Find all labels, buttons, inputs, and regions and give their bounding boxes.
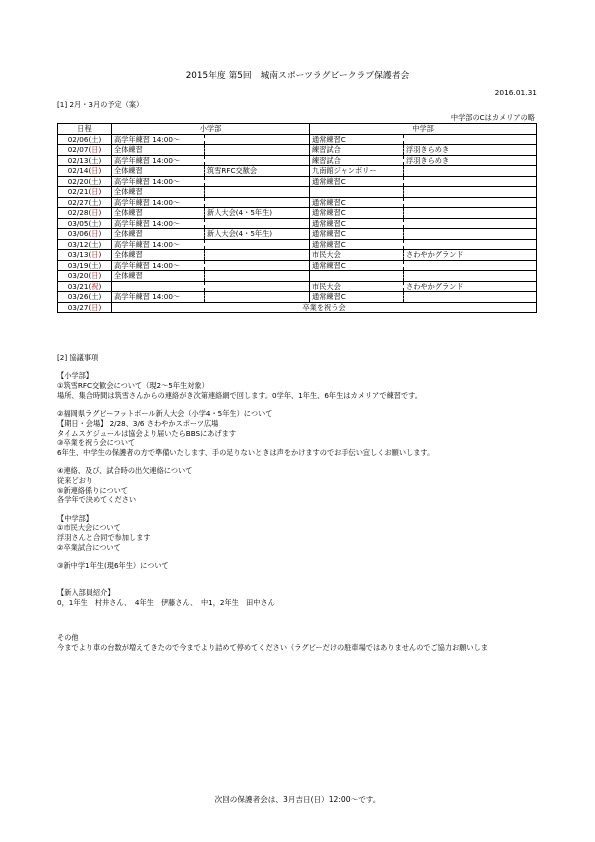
date-cell: 03/26(土) <box>58 292 112 303</box>
weekday-text: 日 <box>91 145 99 154</box>
date-text: 03/12 <box>67 239 89 249</box>
date-cell: 03/27(日) <box>58 302 112 313</box>
blank-line <box>57 553 557 562</box>
date-text: 02/07 <box>67 145 89 154</box>
blank-line <box>57 616 557 625</box>
weekday-text: 日 <box>91 166 99 175</box>
blank-line <box>57 608 557 617</box>
date-cell: 02/27(土) <box>58 197 112 208</box>
weekday-text: 土 <box>91 218 99 228</box>
schedule-header-row <box>58 124 537 135</box>
weekday-text: 日 <box>91 302 99 312</box>
table-row <box>58 166 537 177</box>
event-cell-span: 卒業を祝う会 <box>112 302 537 313</box>
date-cell: 03/21(祝) <box>58 281 112 292</box>
date-cell: 02/20(土) <box>58 176 112 187</box>
junior-cell: 市民大会 <box>310 250 404 261</box>
elementary-event-cell <box>205 155 310 166</box>
junior-cell: 通常練習C <box>310 176 404 187</box>
table-row <box>58 271 537 282</box>
text-line: ①筑雪RFC交歓会について（現2～5年生対象） <box>57 381 209 391</box>
date-cell: 03/06(日) <box>58 229 112 240</box>
weekday-text: 土 <box>91 197 99 207</box>
header-junior: 中学部 <box>310 124 537 135</box>
date-text: 03/05 <box>67 218 89 228</box>
elementary-cell: 全体練習 <box>112 250 205 261</box>
weekday-text: 土 <box>91 239 99 249</box>
junior-cell: 通常練習C <box>310 197 404 208</box>
junior-cell: 通常練習C <box>310 208 404 219</box>
elementary-cell: 高学年練習 14:00～ <box>112 134 205 145</box>
junior-venue-cell <box>404 176 537 187</box>
text-line: ①市民大会について <box>57 523 121 533</box>
junior-venue-cell <box>404 260 537 271</box>
text-line: [2] 協議事項 <box>57 353 99 362</box>
weekday-text: 土 <box>91 260 99 270</box>
junior-cell: 九南館ジャンボリー <box>310 166 404 177</box>
document-date: 2016.01.31 <box>494 88 537 97</box>
elementary-cell: 高学年練習 14:00～ <box>112 155 205 166</box>
blank-line <box>57 505 557 514</box>
text-line: ③卒業を祝う会について <box>57 438 136 448</box>
text-line: タイムスケジュールは協会より届いたらBBSにあげます <box>57 428 237 438</box>
weekday-text: 日 <box>91 271 99 280</box>
elementary-cell: 全体練習 <box>112 208 205 219</box>
date-text: 03/19 <box>67 260 89 270</box>
date-cell: 02/13(土) <box>58 155 112 166</box>
table-row <box>58 155 537 166</box>
elementary-cell: 高学年練習 14:00～ <box>112 176 205 187</box>
elementary-cell: 高学年練習 14:00～ <box>112 239 205 250</box>
text-line: ②福岡県ラグビーフットボール新人大会（小学4・5年生）について <box>57 409 273 419</box>
elementary-event-cell <box>205 197 310 208</box>
table-row <box>58 229 537 240</box>
date-text: 02/20 <box>67 176 89 186</box>
elementary-event-cell <box>205 134 310 145</box>
weekday-text: 日 <box>91 187 99 196</box>
date-text: 03/06 <box>67 229 89 238</box>
text-line: ⑤新連絡係りについて <box>57 485 128 495</box>
text-line: 今までより車の台数が増えてきたので今までより詰めて停めてください（ラグビーだけの駐車場ではありませんのでご協力お願いしま <box>57 643 488 653</box>
junior-venue-cell <box>404 187 537 198</box>
elementary-event-cell <box>205 145 310 156</box>
text-line: ②卒業試合について <box>57 542 121 552</box>
text-line: 【新入部員紹介】 <box>57 588 115 598</box>
junior-venue-cell <box>404 229 537 240</box>
junior-venue-cell: さわやかグランド <box>404 281 537 292</box>
elementary-event-cell: 筑雪RFC交歓会 <box>205 166 310 177</box>
blank-line <box>57 625 557 634</box>
junior-venue-cell: さわやかグランド <box>404 250 537 261</box>
text-line: ④連絡、及び、試合時の出欠連絡について <box>57 466 193 476</box>
weekday-text: 祝 <box>91 281 99 291</box>
weekday-text: 土 <box>91 155 99 165</box>
junior-venue-cell <box>404 166 537 177</box>
page-title: 2015年度 第5回 城南スポーツラグビークラブ保護者会 <box>185 71 410 81</box>
weekday-text: 土 <box>91 176 99 186</box>
table-row <box>58 218 537 229</box>
elementary-event-cell <box>205 187 310 198</box>
junior-venue-cell <box>404 271 537 282</box>
table-row <box>58 250 537 261</box>
text-line: 各学年で決めてください <box>57 495 137 505</box>
junior-cell: 市民大会 <box>310 281 404 292</box>
table-row <box>58 292 537 303</box>
weekday-text: 土 <box>91 292 99 301</box>
schedule-note: 中学部のCはカメリアの略 <box>450 113 535 122</box>
text-line: 6年生、中学生の保護者の方で準備いたします、手の足りないときは声をかけますのでお手伝い宜しくお願いします。 <box>57 447 435 457</box>
date-cell: 03/12(土) <box>58 239 112 250</box>
date-text: 03/27 <box>67 302 89 312</box>
junior-cell: 練習試合 <box>310 145 404 156</box>
table-row <box>58 187 537 198</box>
junior-cell: 通常練習C <box>310 239 404 250</box>
date-text: 03/21 <box>67 281 89 291</box>
date-text: 03/13 <box>67 250 89 259</box>
junior-cell: 練習試合 <box>310 155 404 166</box>
table-row <box>58 239 537 250</box>
elementary-event-cell <box>205 239 310 250</box>
junior-cell: 通常練習C <box>310 218 404 229</box>
blank-line <box>57 580 557 589</box>
elementary-cell: 高学年練習 14:00～ <box>112 197 205 208</box>
date-cell: 03/19(土) <box>58 260 112 271</box>
schedule-section-label: [1] 2月・3月の予定（案） <box>57 100 144 109</box>
junior-cell <box>310 187 404 198</box>
text-line: 0，1年生 村井さん、 4年生 伊藤さん、 中1，2年生 田中さん <box>57 597 275 607</box>
date-cell: 02/21(日) <box>58 187 112 198</box>
text-line: 【小学部】 <box>57 371 93 381</box>
date-cell: 02/14(日) <box>58 166 112 177</box>
date-cell: 03/05(土) <box>58 218 112 229</box>
text-line: その他 <box>57 633 79 643</box>
junior-cell: 通常練習C <box>310 260 404 271</box>
schedule-table <box>57 123 537 313</box>
header-date: 日程 <box>58 124 112 135</box>
table-row <box>58 281 537 292</box>
elementary-event-cell <box>205 281 310 292</box>
junior-venue-cell <box>404 239 537 250</box>
date-text: 02/28 <box>67 208 89 217</box>
elementary-cell: 高学年練習 14:00～ <box>112 218 205 229</box>
junior-cell: 通常練習C <box>310 229 404 240</box>
elementary-cell: 全体練習 <box>112 271 205 282</box>
date-cell: 03/20(日) <box>58 271 112 282</box>
junior-venue-cell <box>404 134 537 145</box>
text-line: 浮羽さんと合同で参加します <box>57 533 151 543</box>
junior-cell: 通常練習C <box>310 292 404 303</box>
elementary-cell: 高学年練習 14:00～ <box>112 260 205 271</box>
header-elementary: 小学部 <box>112 124 310 135</box>
date-text: 03/26 <box>67 292 89 301</box>
junior-venue-cell <box>404 197 537 208</box>
junior-venue-cell: 浮羽きらめき <box>404 145 537 156</box>
junior-cell: 通常練習C <box>310 134 404 145</box>
date-cell: 03/13(日) <box>58 250 112 261</box>
junior-cell <box>310 271 404 282</box>
date-text: 02/06 <box>67 134 89 144</box>
blank-line <box>57 400 557 409</box>
table-row <box>58 134 537 145</box>
text-line: 場所、集合時間は筑雪さんからの連絡がき次第連絡網で回します。0学年、1年生、6年生はカメリアで練習です。 <box>57 390 422 400</box>
weekday-text: 日 <box>91 250 99 259</box>
date-text: 03/20 <box>67 271 89 280</box>
elementary-event-cell <box>205 271 310 282</box>
text-line: 従来どおり <box>57 475 93 485</box>
elementary-event-cell <box>205 218 310 229</box>
table-row <box>58 208 537 219</box>
text-line: ③新中学1年生(現6年生）について <box>57 561 169 571</box>
junior-venue-cell <box>404 292 537 303</box>
blank-line <box>57 571 557 580</box>
elementary-cell: 全体練習 <box>112 229 205 240</box>
date-text: 02/14 <box>67 166 89 175</box>
table-row <box>58 176 537 187</box>
date-text: 02/13 <box>67 155 89 165</box>
elementary-cell: 全体練習 <box>112 187 205 198</box>
elementary-event-cell <box>205 260 310 271</box>
weekday-text: 日 <box>91 229 99 238</box>
junior-venue-cell: 浮羽きらめき <box>404 155 537 166</box>
table-row <box>58 302 537 313</box>
table-row <box>58 260 537 271</box>
weekday-text: 土 <box>91 134 99 144</box>
date-cell: 02/28(日) <box>58 208 112 219</box>
elementary-cell <box>112 281 205 292</box>
elementary-cell: 全体練習 <box>112 145 205 156</box>
elementary-event-cell <box>205 176 310 187</box>
elementary-cell: 高学年練習 14:00～ <box>112 292 205 303</box>
date-text: 02/21 <box>67 187 89 196</box>
next-meeting-note: 次回の保護者会は、3月吉日(日）12:00～です。 <box>214 795 381 804</box>
table-row <box>58 145 537 156</box>
elementary-event-cell <box>205 292 310 303</box>
elementary-cell: 全体練習 <box>112 166 205 177</box>
text-line: 【中学部】 <box>57 513 93 523</box>
table-row <box>58 197 537 208</box>
date-cell: 02/06(土) <box>58 134 112 145</box>
text-line: 【期日・会場】 2/28、3/6 さわやかスポーツ広場 <box>57 418 219 428</box>
elementary-event-cell <box>205 250 310 261</box>
date-cell: 02/07(日) <box>58 145 112 156</box>
blank-line <box>57 458 557 467</box>
junior-venue-cell <box>404 218 537 229</box>
elementary-event-cell: 新人大会(4・5年生) <box>205 229 310 240</box>
date-text: 02/27 <box>67 197 89 207</box>
blank-line <box>57 363 557 372</box>
junior-venue-cell <box>404 208 537 219</box>
weekday-text: 日 <box>91 208 99 217</box>
meeting-notes <box>57 353 557 653</box>
elementary-event-cell: 新人大会(4・5年生) <box>205 208 310 219</box>
